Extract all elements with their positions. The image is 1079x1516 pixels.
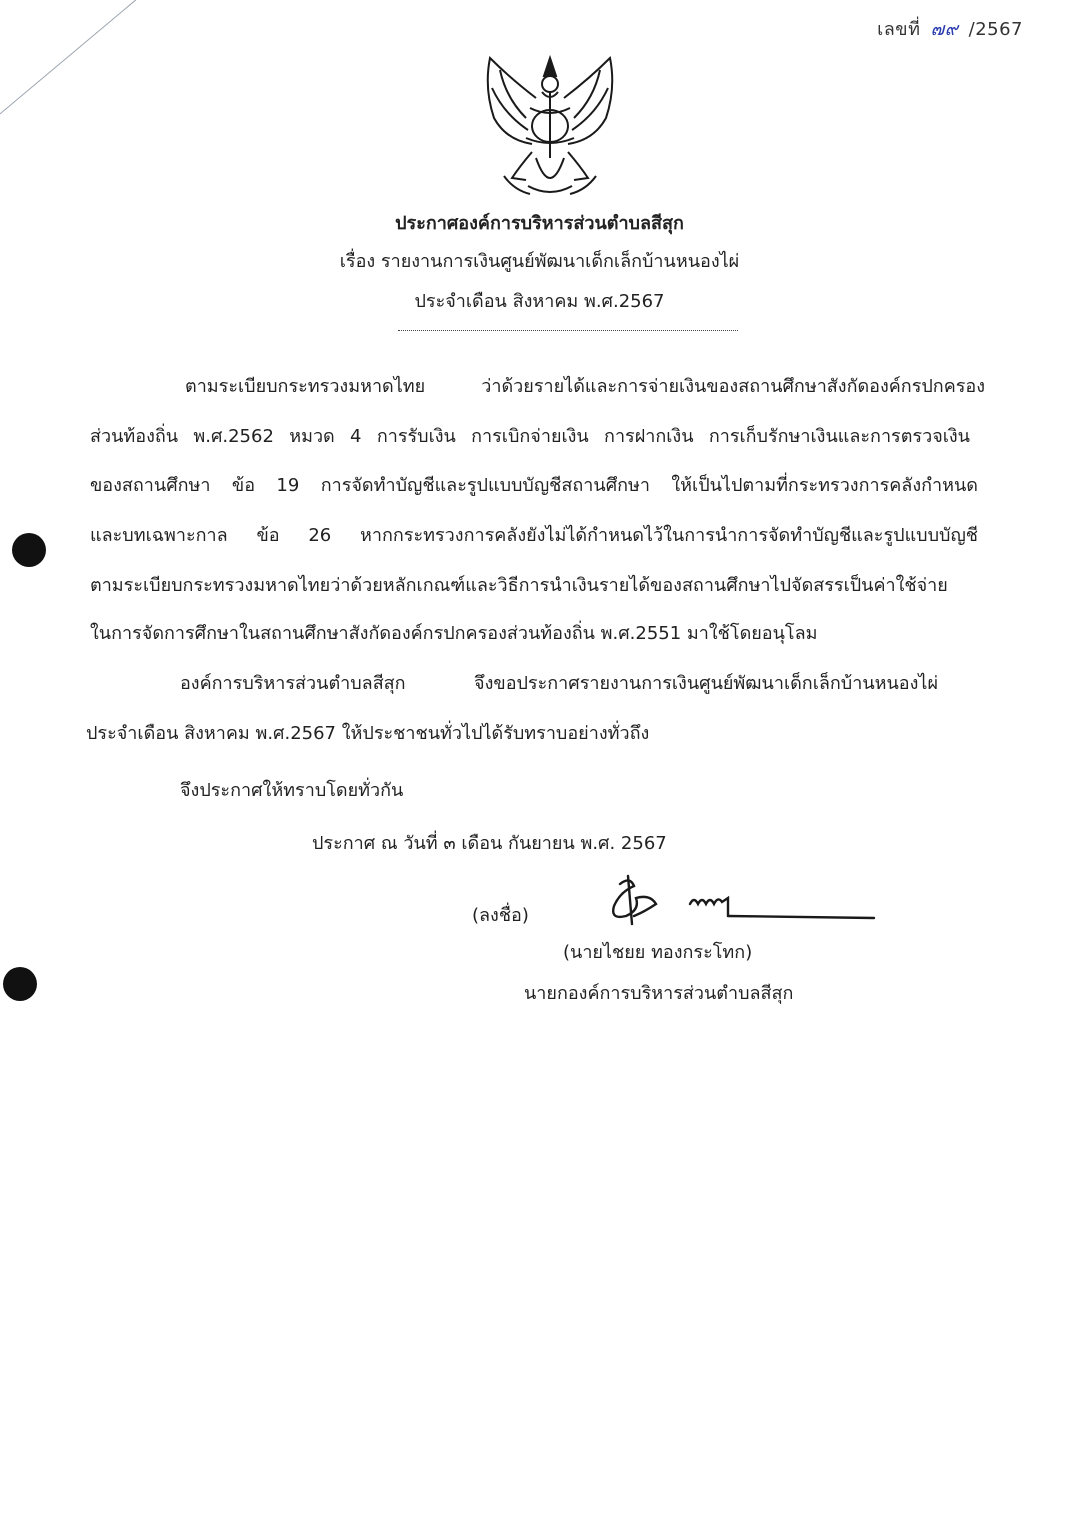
document-number-label: เลขที่ — [877, 19, 921, 40]
announcement-title: ประกาศองค์การบริหารส่วนตำบลสีสุก — [395, 213, 684, 234]
signatory-name: (นายไชยย ทองกระโทก) — [563, 942, 753, 963]
punch-hole-top — [12, 533, 46, 567]
paragraph-2-line-2: ประจำเดือน สิงหาคม พ.ศ.2567 ให้ประชาชนทั่วไปได้รับทราบอย่างทั่วถึง — [86, 723, 650, 744]
document-number-year: /2567 — [968, 19, 1023, 40]
announcement-subject: เรื่อง รายงานการเงินศูนย์พัฒนาเด็กเล็กบ้านหนองไผ่ — [339, 251, 740, 272]
document-number — [877, 14, 1023, 43]
paragraph-1-line-5: ตามระเบียบกระทรวงมหาดไทยว่าด้วยหลักเกณฑ์และวิธีการนำเงินรายได้ของสถานศึกษาไปจัดสรรเป็นค่าใช้จ่าย — [90, 575, 948, 596]
signatory-position: นายกองค์การบริหารส่วนตำบลสีสุก — [524, 983, 794, 1004]
announcement-date: ประกาศ ณ วันที่ ๓ เดือน กันยายน พ.ศ. 2567 — [312, 833, 667, 854]
document-number-handwritten: ๗๙ — [930, 19, 959, 40]
scan-edge-line — [0, 0, 210, 131]
announcement-month: ประจำเดือน สิงหาคม พ.ศ.2567 — [414, 291, 665, 312]
signature-label: (ลงชื่อ) — [472, 905, 529, 926]
dotted-separator — [398, 330, 738, 331]
paragraph-1-line-1: ตามระเบียบกระทรวงมหาดไทย ว่าด้วยรายได้และการจ่ายเงินของสถานศึกษาสังกัดองค์กรปกครอง — [185, 376, 985, 397]
paragraph-1-line-6: ในการจัดการศึกษาในสถานศึกษาสังกัดองค์กรปกครองส่วนท้องถิ่น พ.ศ.2551 มาใช้โดยอนุโลม — [90, 623, 818, 644]
handwritten-signature-icon — [600, 872, 880, 932]
punch-hole-bottom — [3, 967, 37, 1001]
paragraph-2-line-1: องค์การบริหารส่วนตำบลสีสุก จึงขอประกาศรายงานการเงินศูนย์พัฒนาเด็กเล็กบ้านหนองไผ่ — [180, 673, 938, 694]
paragraph-1-line-4: และบทเฉพาะกาล ข้อ 26 หากกระทรวงการคลังยังไม่ได้กำหนดไว้ในการนำการจัดทำบัญชีและรูปแบบบัญชี — [90, 525, 978, 546]
closing-statement: จึงประกาศให้ทราบโดยทั่วกัน — [180, 780, 404, 801]
paragraph-1-line-2: ส่วนท้องถิ่น พ.ศ.2562 หมวด 4 การรับเงิน การเบิกจ่ายเงิน การฝากเงิน การเก็บรักษาเงินและการตรวจเงิน — [90, 426, 970, 447]
paragraph-1-line-3: ของสถานศึกษา ข้อ 19 การจัดทำบัญชีและรูปแบบบัญชีสถานศึกษา ให้เป็นไปตามที่กระทรวงการคลังกำหนด — [90, 475, 978, 496]
garuda-emblem-icon — [470, 48, 630, 208]
